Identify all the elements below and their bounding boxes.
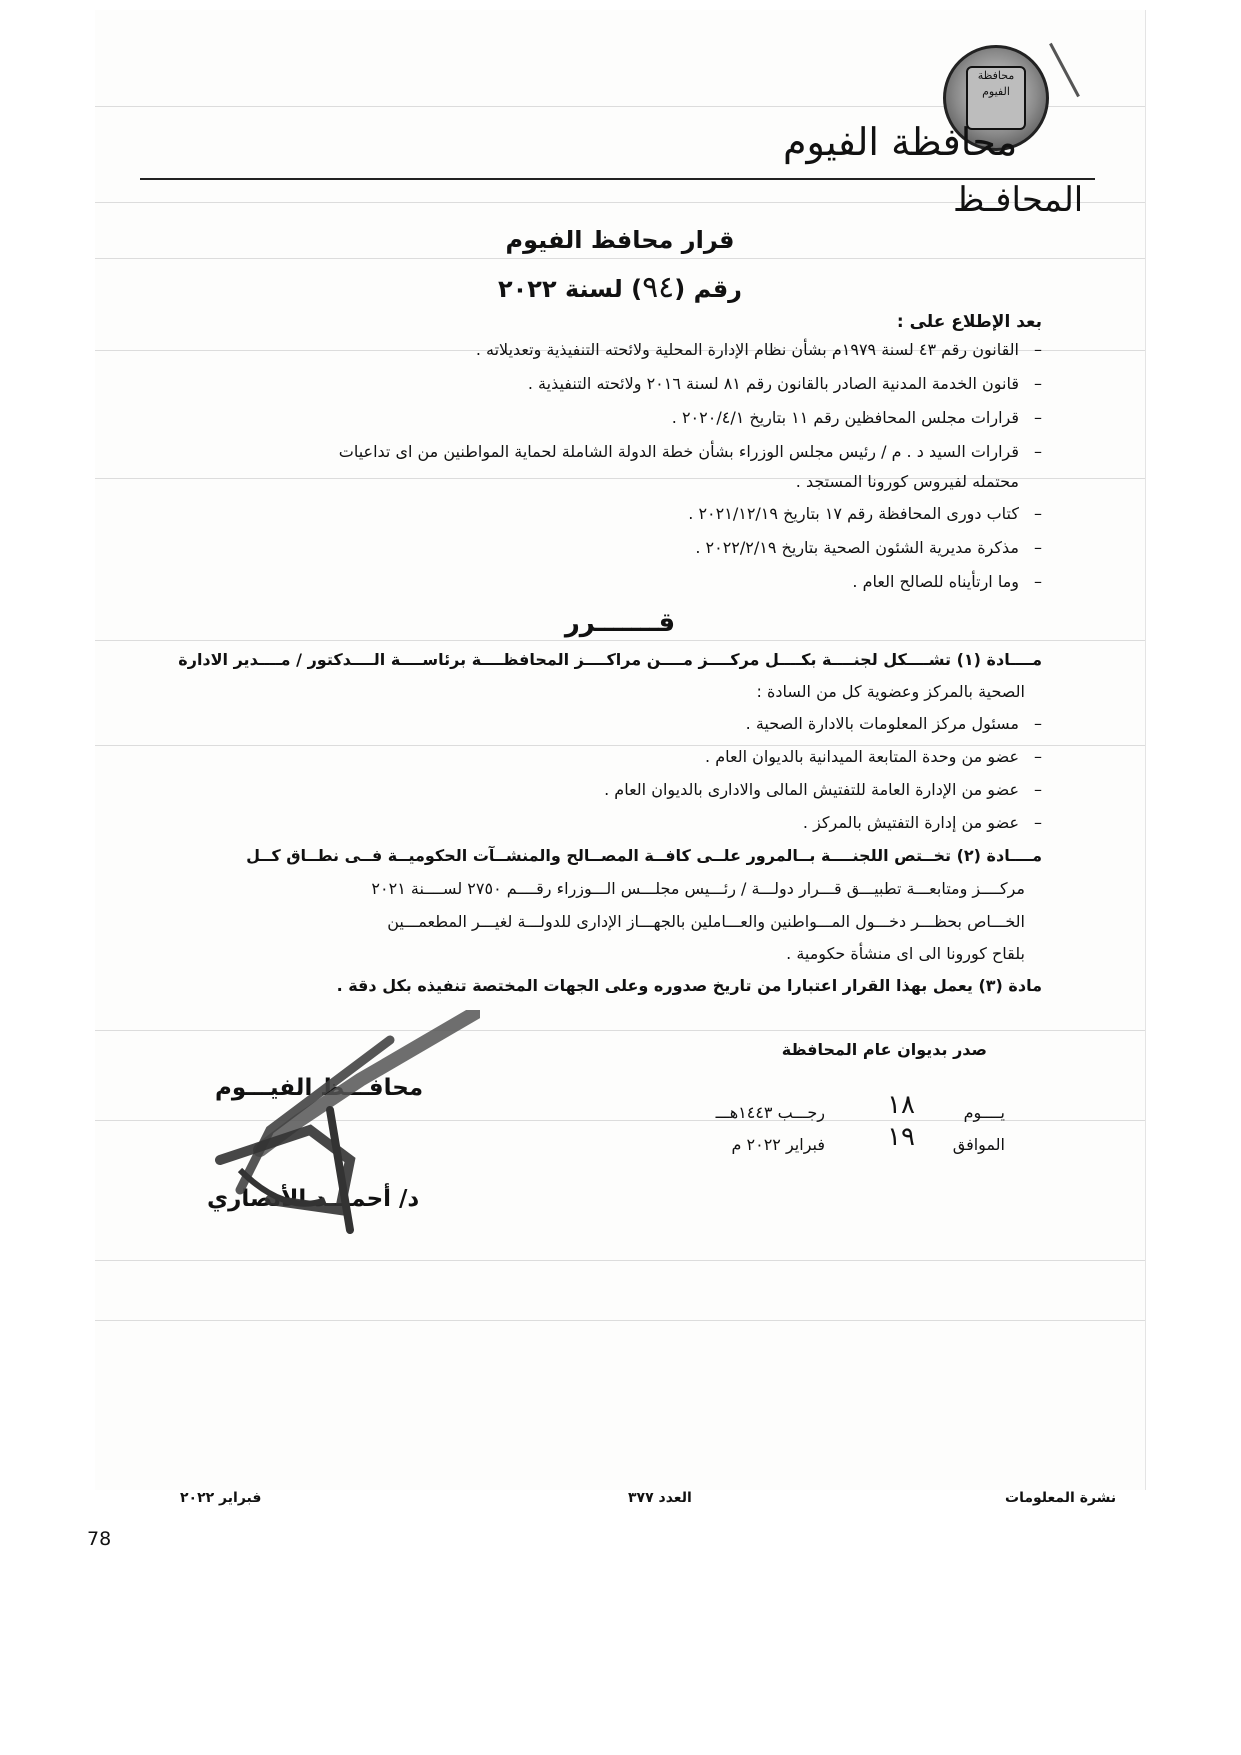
article-2-line-2: مركــــز ومتابعـــة تطبيـــق قـــرار دولـــة / رئـــيس مجلـــس الـــوزراء رقــــم ٢٧٥٠ لســــنة ٢٠٢١ [371,879,1025,898]
signatory-title: محافـــظ الفيـــوم [215,1075,424,1101]
reference-item: قرارات مجلس المحافظين رقم ١١ بتاريخ ٢٠٢٠/٤/١ . [671,408,1019,427]
committee-member: مسئول مركز المعلومات بالادارة الصحية . [745,714,1019,733]
corresponding-label: الموافق [952,1135,1005,1154]
gregorian-day: ١٩ [887,1122,915,1152]
decree-number-line: رقم (٩٤) لسنة ٢٠٢٢ [498,270,742,305]
footer-date: فبراير ٢٠٢٢ [180,1490,262,1506]
governorate-name: محافظة الفيوم [783,120,1018,164]
committee-member: عضو من إدارة التفتيش بالمركز . [802,813,1019,832]
reference-item: مذكرة مديرية الشئون الصحية بتاريخ ٢٠٢٢/٢/١٩ . [695,538,1019,557]
reference-item: القانون رقم ٤٣ لسنة ١٩٧٩م بشأن نظام الإدارة المحلية ولائحته التنفيذية وتعديلاته . [475,340,1019,359]
article-2-line-1: مــــادة (٢) تخــتص اللجنــــة بــالمرور علــى كافــة المصــالح والمنشــآت الحكوميــة فــى نطــاق كــل [246,846,1042,865]
reference-item-continued: محتمله لفيروس كورونا المستجد . [795,472,1019,491]
office-title: المحافـظ [953,180,1084,220]
footer-publication: نشرة المعلومات [1005,1490,1117,1506]
day-label: يــــوم [963,1103,1005,1122]
handwritten-signature [150,1010,480,1240]
hijri-day: ١٨ [887,1090,915,1120]
reference-item: قانون الخدمة المدنية الصادر بالقانون رقم ٨١ لسنة ٢٠١٦ ولائحته التنفيذية . [527,374,1019,393]
article-1-line-1: مــــادة (١) تشــــكل لجنــــة بكــــل مركــــز مــــن مراكــــز المحافظــــة برئاســــة الــــدكتور / مــــدير الادارة [178,650,1042,669]
committee-member: عضو من الإدارة العامة للتفتيش المالى والادارى بالديوان العام . [604,780,1019,799]
gregorian-month-year: فبراير ٢٠٢٢ م [731,1135,825,1154]
article-2-line-3: الخـــاص بحظـــر دخـــول المـــواطنين والعـــاملين بالجهـــاز الإدارى للدولـــة لغيـــر المطعمـــين [387,912,1025,931]
pen-mark [1049,43,1080,97]
article-3: مادة (٣) يعمل بهذا القرار اعتبارا من تاريخ صدوره وعلى الجهات المختصة تنفيذه بكل دقة . [336,976,1042,995]
scanned-decree-page: محافظة الفيوم محافظة الفيوم المحافـظ قرار محافظ الفيوم رقم (٩٤) لسنة ٢٠٢٢ بعد الإطلاع على : – القانون رقم ٤٣ لسنة ١٩٧٩م بشأن نظام الإدارة المحلية ولائحته التنفيذية وتعديلاته . – قانون الخدمة المدنية الصادر بالقانون رقم ٨١ لسنة ٢٠١٦ ولائحته التنفيذية . – قرارات مجلس المحافظين رقم ١١ بتاريخ ٢٠٢٠/٤/١ . – قرارات السيد د . م / رئيس مجلس الوزراء بشأن خطة الدولة الشاملة لحماية المواطنين من اى تداعيات محتمله لفيروس كورونا المستجد . – كتاب دورى المحافظة رقم ١٧ بتاريخ ٢٠٢١/١٢/١٩ . – مذكرة مديرية الشئون الصحية بتاريخ ٢٠٢٢/٢/١٩ . – وما ارتأيناه للصالح العام . قـــــــرر مــــادة (١) تشــــكل لجنــــة بكــــل مركــــز مــــن مراكــــز المحافظــــة برئاســــة الــــدكتور / مــــدير الادارة الصحية بالمركز وعضوية كل من السادة : – مسئول مركز المعلومات بالادارة الصحية . – عضو من وحدة المتابعة الميدانية بالديوان العام . – عضو من الإدارة العامة للتفتيش المالى والادارى بالديوان العام . – عضو من إدارة التفتيش بالمركز . مــــادة (٢) تخــتص اللجنــــة بــالمرور علــى كافــة المصــالح والمنشــآت الحكوميــة فــى نطــاق كــل مركــــز ومتابعـــة تطبيـــق قـــرار دولـــة / رئـــيس مجلـــس الـــوزراء رقــــم ٢٧٥٠ لســــنة ٢٠٢١ الخـــاص بحظـــر دخـــول المـــواطنين والعـــاملين بالجهـــاز الإدارى للدولـــة لغيـــر المطعمـــين بلقاح كورونا الى اى منشأة حكومية . مادة (٣) يعمل بهذا القرار اعتبارا من تاريخ صدوره وعلى الجهات المختصة تنفيذه بكل دقة . صدر بديوان عام المحافظة يــــوم ١٨ رجـــب ١٤٤٣هـــ الموافق ١٩ فبراير ٢٠٢٢ م محافـــظ الفيـــوم د/ أحمـــد الأنصاري [95,10,1146,1490]
reference-item: كتاب دورى المحافظة رقم ١٧ بتاريخ ٢٠٢١/١٢/١٩ . [688,504,1019,523]
decree-title: قرار محافظ الفيوم [505,226,735,254]
page-number: 78 [87,1528,112,1550]
footer-issue: العدد ٣٧٧ [628,1490,692,1506]
committee-member: عضو من وحدة المتابعة الميدانية بالديوان العام . [705,747,1019,766]
decision-number: ٩٤ [642,270,675,305]
seal-text: محافظة الفيوم [977,69,1015,98]
reference-item: وما ارتأيناه للصالح العام . [852,572,1019,591]
issued-at: صدر بديوان عام المحافظة [781,1040,987,1059]
preamble-intro: بعد الإطلاع على : [896,312,1042,332]
header-divider [140,178,1095,180]
decision-heading: قـــــــرر [564,608,676,638]
signatory-name: د/ أحمـــد الأنصاري [207,1186,420,1212]
hijri-month-year: رجـــب ١٤٤٣هـــ [715,1103,825,1122]
article-1-line-2: الصحية بالمركز وعضوية كل من السادة : [756,682,1025,701]
reference-item: قرارات السيد د . م / رئيس مجلس الوزراء بشأن خطة الدولة الشاملة لحماية المواطنين من اى تداعيات [338,442,1019,461]
article-2-line-4: بلقاح كورونا الى اى منشأة حكومية . [786,944,1025,963]
